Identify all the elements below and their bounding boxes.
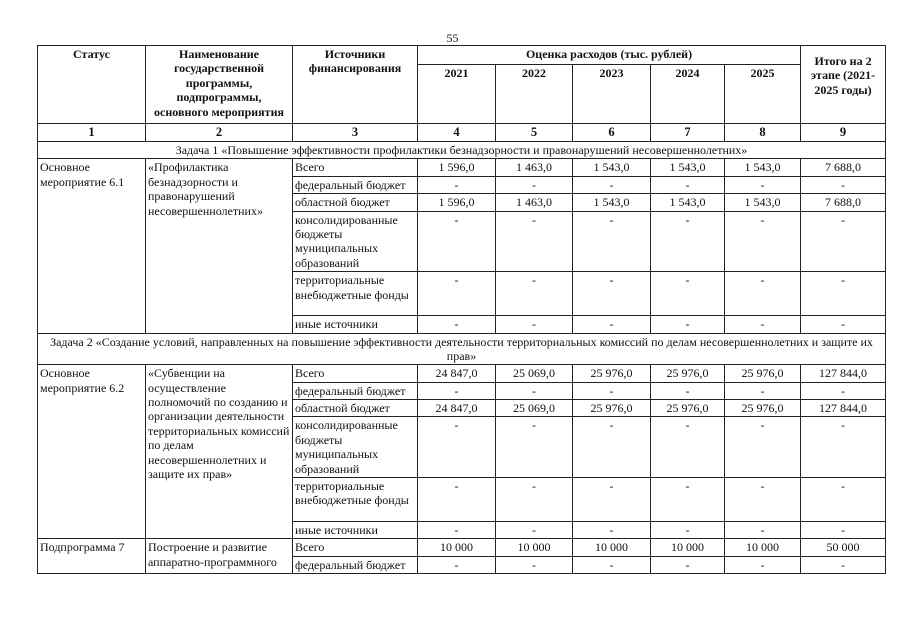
value-cell: - [725,382,801,399]
value-cell: - [573,417,651,478]
value-cell: 25 976,0 [725,400,801,417]
value-cell: 1 543,0 [651,194,725,211]
header-sources: Источники финансирования [293,46,418,124]
column-number: 7 [651,124,725,142]
value-cell: - [496,417,573,478]
column-number: 5 [496,124,573,142]
value-cell: 1 463,0 [496,194,573,211]
value-cell: 1 543,0 [651,159,725,176]
total-cell: - [801,316,886,333]
total-cell: 7 688,0 [801,194,886,211]
value-cell: - [418,176,496,193]
column-number: 2 [146,124,293,142]
table-row [38,539,886,556]
total-cell: 127 844,0 [801,365,886,382]
value-cell: - [725,272,801,316]
value-cell: 25 976,0 [573,400,651,417]
source-cell: Всего [293,539,418,556]
total-cell: - [801,272,886,316]
value-cell: - [651,272,725,316]
value-cell: - [418,272,496,316]
value-cell: - [496,211,573,272]
value-cell: 25 976,0 [651,400,725,417]
value-cell: - [725,176,801,193]
source-cell: федеральный бюджет [293,556,418,573]
value-cell: - [651,382,725,399]
value-cell: 10 000 [418,539,496,556]
column-number: 3 [293,124,418,142]
value-cell: - [573,522,651,539]
value-cell: - [418,522,496,539]
value-cell: 10 000 [496,539,573,556]
header-status: Статус [38,46,146,124]
total-cell: 7 688,0 [801,159,886,176]
source-cell: территориальные внебюджетные фонды [293,272,418,316]
value-cell: 25 976,0 [651,365,725,382]
value-cell: - [496,556,573,573]
status-cell: Подпрограмма 7 [38,539,146,574]
header-year: 2025 [725,65,801,124]
column-number: 8 [725,124,801,142]
value-cell: - [725,556,801,573]
value-cell: 1 543,0 [725,194,801,211]
value-cell: 25 069,0 [496,365,573,382]
value-cell: - [418,316,496,333]
value-cell: - [496,316,573,333]
value-cell: 1 543,0 [573,194,651,211]
total-cell: - [801,382,886,399]
value-cell: - [725,211,801,272]
value-cell: - [725,478,801,522]
header-cost-estimate: Оценка расходов (тыс. рублей) [418,46,801,65]
value-cell: - [651,417,725,478]
source-cell: консолидированные бюджеты муниципальных образований [293,417,418,478]
budget-table [37,45,886,574]
value-cell: - [496,382,573,399]
source-cell: иные источники [293,522,418,539]
source-cell: иные источники [293,316,418,333]
source-cell: федеральный бюджет [293,382,418,399]
table-row [38,365,886,382]
value-cell: - [725,417,801,478]
status-cell: Основное мероприятие 6.2 [38,365,146,539]
value-cell: 10 000 [573,539,651,556]
column-number: 1 [38,124,146,142]
source-cell: федеральный бюджет [293,176,418,193]
value-cell: 24 847,0 [418,365,496,382]
page-number: 55 [446,31,459,45]
header-year: 2022 [496,65,573,124]
value-cell: - [573,556,651,573]
header-total: Итого на 2 этапе (2021-2025 годы) [801,46,886,124]
value-cell: - [573,316,651,333]
table-row [38,159,886,176]
total-cell: 127 844,0 [801,400,886,417]
value-cell: 1 463,0 [496,159,573,176]
header-name: Наименование государственной программы, подпрограммы, основного мероприятия [146,46,293,124]
value-cell: - [573,478,651,522]
value-cell: - [725,316,801,333]
value-cell: - [725,522,801,539]
value-cell: - [418,382,496,399]
total-cell: - [801,556,886,573]
value-cell: - [651,211,725,272]
name-cell: «Профилактика безнадзорности и правонарушений несовершеннолетних» [146,159,293,333]
total-cell: - [801,478,886,522]
header-year: 2024 [651,65,725,124]
source-cell: территориальные внебюджетные фонды [293,478,418,522]
value-cell: - [418,556,496,573]
value-cell: - [651,316,725,333]
value-cell: - [651,522,725,539]
value-cell: - [651,176,725,193]
value-cell: - [573,211,651,272]
source-cell: областной бюджет [293,194,418,211]
status-cell: Основное мероприятие 6.1 [38,159,146,333]
value-cell: - [573,176,651,193]
column-number: 4 [418,124,496,142]
value-cell: 1 543,0 [725,159,801,176]
task-row [38,142,886,159]
value-cell: 25 976,0 [725,365,801,382]
total-cell: 50 000 [801,539,886,556]
value-cell: - [496,272,573,316]
source-cell: консолидированные бюджеты муниципальных образований [293,211,418,272]
task-title: Задача 1 «Повышение эффективности профилактики безнадзорности и правонарушений несовершеннолетних» [38,142,886,159]
name-cell: Построение и развитие аппаратно-программного [146,539,293,574]
value-cell: - [418,478,496,522]
value-cell: 10 000 [725,539,801,556]
value-cell: - [418,211,496,272]
total-cell: - [801,522,886,539]
value-cell: 1 543,0 [573,159,651,176]
source-cell: Всего [293,159,418,176]
value-cell: - [496,176,573,193]
value-cell: 24 847,0 [418,400,496,417]
value-cell: 1 596,0 [418,194,496,211]
source-cell: Всего [293,365,418,382]
task-row [38,333,886,365]
name-cell: «Субвенции на осуществление полномочий по созданию и организации деятельности территориальных комиссий по делам несовершеннолетних и защите их прав» [146,365,293,539]
header-year: 2023 [573,65,651,124]
total-cell: - [801,417,886,478]
header-year: 2021 [418,65,496,124]
value-cell: 10 000 [651,539,725,556]
column-number: 6 [573,124,651,142]
value-cell: - [496,478,573,522]
source-cell: областной бюджет [293,400,418,417]
value-cell: - [573,272,651,316]
value-cell: - [651,556,725,573]
value-cell: - [418,417,496,478]
value-cell: 25 069,0 [496,400,573,417]
value-cell: - [573,382,651,399]
value-cell: - [651,478,725,522]
value-cell: 1 596,0 [418,159,496,176]
value-cell: - [496,522,573,539]
total-cell: - [801,176,886,193]
column-number: 9 [801,124,886,142]
value-cell: 25 976,0 [573,365,651,382]
task-title: Задача 2 «Создание условий, направленных на повышение эффективности деятельности территориальных комиссий по делам несовершеннолетних и защите их прав» [38,333,886,365]
total-cell: - [801,211,886,272]
